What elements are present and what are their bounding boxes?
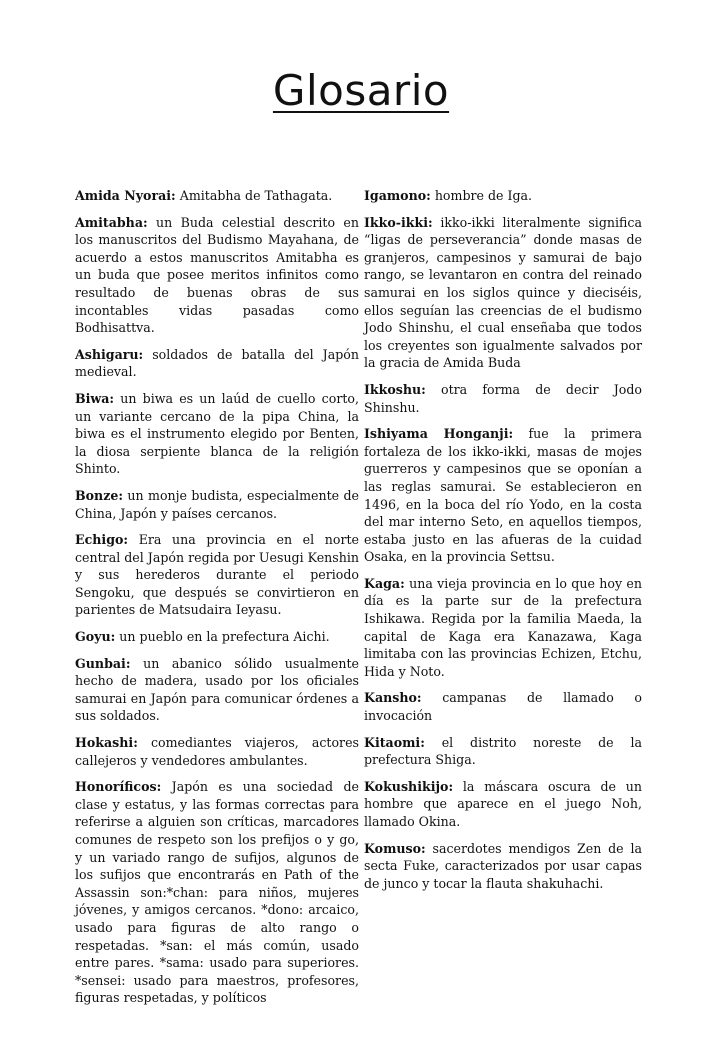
- glossary-term: Ikko-ikki:: [364, 214, 433, 230]
- glossary-entry: [364, 214, 642, 372]
- glossary-entry: [75, 655, 359, 725]
- glossary-definition: una vieja provincia en lo que hoy en día es la parte sur de la prefectura Ishikawa. Regida por la familia Maeda, la capital de Kaga era Kanazawa, Kaga limitaba con las provincias Echizen, Etchu, Hida y Noto.: [364, 575, 642, 679]
- glossary-right-column: [364, 187, 642, 901]
- glossary-definition: sacerdotes mendigos Zen de la secta Fuke, caracterizados por usar capas de junco y tocar la flauta shakuhachi.: [364, 840, 642, 891]
- glossary-term: Gunbai:: [75, 655, 131, 671]
- glossary-entry: [75, 531, 359, 619]
- glossary-definition: ikko-ikki literalmente significa “ligas de perseverancia” donde masas de granjeros, campesinos y samurai de bajo rango, se levantaron en contra del reinado samurai en los siglos quince y dieciséis, ellos seguían las creencias de el budismo Jodo Shinshu, el cual enseñaba que todos los creyentes son igualmente salvados por la gracia de Amida Buda: [364, 214, 642, 371]
- glossary-entry: [75, 214, 359, 337]
- glossary-term: Ikkoshu:: [364, 381, 426, 397]
- glossary-term: Hokashi:: [75, 735, 138, 751]
- glossary-definition: Amitabha de Tathagata.: [179, 188, 333, 203]
- glossary-term: Kokushikijo:: [364, 778, 454, 794]
- glossary-definition: Era una provincia en el norte central del Japón regida por Uesugi Kenshin y sus herederos durante el periodo Sengoku, que después se convirtieron en parientes de Matsudaira Ieyasu.: [75, 532, 359, 618]
- page-title: [0, 66, 722, 115]
- glossary-term: Amida Nyorai:: [75, 188, 176, 203]
- glossary-entry: [364, 689, 642, 724]
- glossary-entry: [364, 187, 642, 205]
- glossary-entry: [75, 390, 359, 478]
- glossary-term: Goyu:: [75, 629, 116, 645]
- glossary-term: Bonze:: [75, 487, 124, 503]
- glossary-term: Echigo:: [75, 532, 129, 548]
- glossary-entry: [364, 734, 642, 769]
- glossary-entry: [364, 425, 642, 566]
- glossary-term: Kansho:: [364, 690, 422, 706]
- glossary-definition: un biwa es un laúd de cuello corto, un variante cercano de la pipa China, la biwa es el instrumento elegido por Benten, la diosa serpiente blanca de la religión Shinto.: [75, 390, 359, 477]
- glossary-term: Ishiyama Honganji:: [364, 426, 514, 442]
- glossary-term: Amitabha:: [75, 214, 148, 230]
- glossary-definition: campanas de llamado o invocación: [364, 690, 642, 724]
- glossary-entry: [75, 187, 359, 205]
- glossary-definition: un pueblo en la prefectura Aichi.: [119, 629, 330, 645]
- glossary-entry: [75, 734, 359, 769]
- glossary-entry: [75, 778, 359, 1007]
- glossary-term: Komuso:: [364, 840, 426, 856]
- glossary-term: Kaga:: [364, 575, 405, 591]
- glossary-term: Ashigaru:: [75, 346, 144, 362]
- glossary-term: Honoríficos:: [75, 779, 162, 795]
- glossary-definition: comediantes viajeros, actores callejeros y vendedores ambulantes.: [75, 735, 359, 768]
- glossary-definition: la máscara oscura de un hombre que aparece en el juego Noh, llamado Okina.: [364, 778, 642, 829]
- glossary-definition: un monje budista, especialmente de China, Japón y países cercanos.: [75, 487, 360, 521]
- glossary-definition: soldados de batalla del Japón medieval.: [75, 346, 359, 380]
- page-title-text: Glosario: [272, 66, 450, 115]
- glossary-definition: Japón es una sociedad de clase y estatus, y las formas correctas para referirse a alguien son críticas, marcadores comunes de respeto son los prefijos o y go, y un variado rango de sufijos, algunos de los sufijos que encontrarás en Path of the Assassin son:*chan: para niños, mujeres jóvenes, y amigos cercanos. *dono: arcaico, usado para figuras de alto rango o respetadas. *san: el más común, usado entre pares. *sama: usado para superiores. *sensei: usado para maestros, profesores, figuras respetadas, y políticos: [75, 779, 359, 1006]
- glossary-term: Biwa:: [75, 390, 115, 406]
- glossary-term: Kitaomi:: [364, 734, 425, 750]
- glossary-entry: [75, 346, 359, 381]
- glossary-entry: [75, 487, 359, 522]
- glossary-left-column: [75, 187, 359, 1016]
- glossary-entry: [364, 840, 642, 893]
- glossary-definition: fue la primera fortaleza de los ikko-ikki, masas de mojes guerreros y campesinos que se oponían a las reglas samurai. Se establecieron en 1496, en la boca del río Yodo, en la costa del mar interno Seto, en aquellos tiempos, estaba justo en las afueras de la cuidad Osaka, en la provincia Settsu.: [364, 426, 642, 565]
- glossary-entry: [75, 628, 359, 646]
- glossary-entry: [364, 575, 642, 681]
- glossary-definition: un abanico sólido usualmente hecho de madera, usado por los oficiales samurai en Japón para comunicar órdenes a sus soldados.: [75, 655, 359, 724]
- glossary-definition: otra forma de decir Jodo Shinshu.: [364, 381, 642, 415]
- glossary-entry: [364, 381, 642, 416]
- glossary-entry: [364, 778, 642, 831]
- glossary-definition: hombre de Iga.: [434, 188, 533, 203]
- glossary-definition: el distrito noreste de la prefectura Shiga.: [364, 734, 642, 768]
- glossary-definition: un Buda celestial descrito en los manuscritos del Budismo Mayahana, de acuerdo a estos manuscritos Amitabha es un buda que posee meritos infinitos como resultado de buenas obras de sus incontables vidas pasadas como Bodhisattva.: [75, 214, 359, 336]
- glossary-term: Igamono:: [364, 188, 431, 203]
